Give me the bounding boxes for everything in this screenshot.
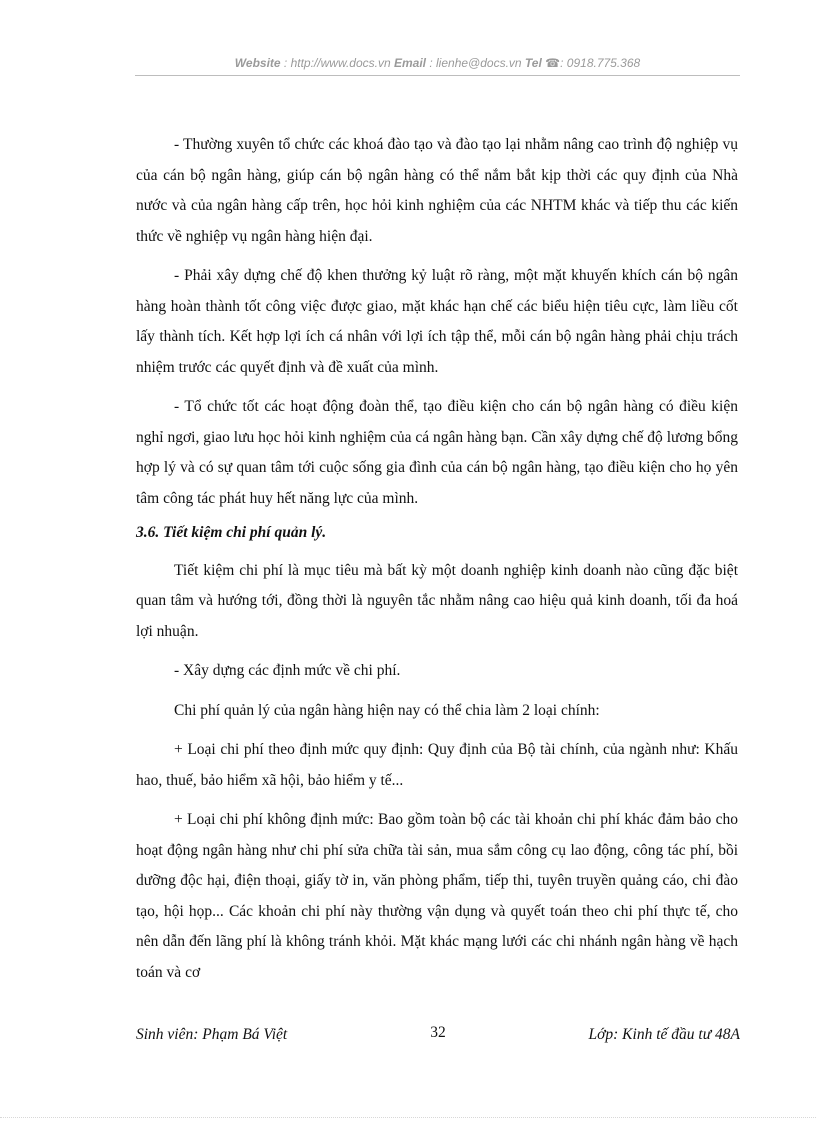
website-value: : http://www.docs.vn bbox=[283, 56, 391, 70]
page-footer bbox=[136, 1026, 740, 1048]
section-heading: 3.6. Tiết kiệm chi phí quản lý. bbox=[136, 524, 327, 541]
tel-value: : 0918.775.368 bbox=[560, 56, 641, 70]
document-body bbox=[136, 130, 738, 997]
page-edge-divider bbox=[0, 1117, 816, 1118]
paragraph: + Loại chi phí theo định mức quy định: Quy định của Bộ tài chính, của ngành như: Khấu hao, thuế, bảo hiểm xã hội, bảo hiểm y tế... bbox=[136, 741, 738, 789]
page-header bbox=[135, 56, 740, 70]
header-rule bbox=[135, 75, 740, 76]
footer-class: Lớp: Kinh tế đầu tư 48A bbox=[588, 1026, 740, 1043]
page-number: 32 bbox=[430, 1024, 446, 1041]
website-label: Website bbox=[234, 56, 281, 70]
paragraph: - Xây dựng các định mức về chi phí. bbox=[174, 662, 401, 679]
paragraph: - Tổ chức tốt các hoạt động đoàn thể, tạo điều kiện cho cán bộ ngân hàng có điều kiện nghỉ ngơi, giao lưu học hỏi kinh nghiệm của cá ngân hàng bạn. Cần xây dựng chế độ lương bổng hợp lý và có sự quan tâm tới cuộc sống gia đình của cán bộ ngân hàng, tạo điều kiện cho họ yên tâm công tác phát huy hết năng lực của mình. bbox=[136, 398, 738, 507]
email-value: : lienhe@docs.vn bbox=[429, 56, 522, 70]
paragraph: Chi phí quản lý của ngân hàng hiện nay có thể chia làm 2 loại chính: bbox=[174, 701, 600, 719]
phone-icon: ☎ bbox=[545, 56, 561, 70]
email-label: Email bbox=[393, 56, 426, 70]
paragraph: - Thường xuyên tổ chức các khoá đào tạo và đào tạo lại nhằm nâng cao trình độ nghiệp vụ của cán bộ ngân hàng, giúp cán bộ ngân hàng có thể nắm bắt kịp thời các quy định của Nhà nước và của ngân hàng cấp trên, học hỏi kinh nghiệm của các NHTM khác và tiếp thu các kiến thức về nghiệp vụ ngân hàng hiện đại. bbox=[136, 136, 738, 245]
footer-student: Sinh viên: Phạm Bá Việt bbox=[136, 1026, 288, 1043]
paragraph: Tiết kiệm chi phí là mục tiêu mà bất kỳ một doanh nghiệp kinh doanh nào cũng đặc biệt quan tâm và hướng tới, đồng thời là nguyên tắc nhằm nâng cao hiệu quả kinh doanh, tối đa hoá lợi nhuận. bbox=[136, 561, 738, 640]
tel-label: Tel bbox=[524, 56, 542, 70]
paragraph: - Phải xây dựng chế độ khen thưởng kỷ luật rõ ràng, một mặt khuyến khích cán bộ ngân hàng hoàn thành tốt công việc được giao, mặt khác hạn chế các biểu hiện tiêu cực, làm liều cốt lấy thành tích. Kết hợp lợi ích cá nhân với lợi ích tập thể, mỗi cán bộ ngân hàng phải chịu trách nhiệm trước các quyết định và đề xuất của mình. bbox=[136, 267, 738, 376]
paragraph: + Loại chi phí không định mức: Bao gồm toàn bộ các tài khoản chi phí khác đảm bảo cho hoạt động ngân hàng như chi phí sửa chữa tài sản, mua sắm công cụ lao động, công tác phí, bồi dưỡng độc hại, điện thoại, giấy tờ in, văn phòng phẩm, tiếp thi, tuyên truyền quảng cáo, chi đào tạo, hội họp... Các khoản chi phí này thường vận dụng và quyết toán theo chi phí thực tế, cho nên dẫn đến lãng phí là không tránh khỏi. Mặt khác mạng lưới các chi nhánh ngân hàng về hạch toán và cơ bbox=[136, 811, 738, 981]
